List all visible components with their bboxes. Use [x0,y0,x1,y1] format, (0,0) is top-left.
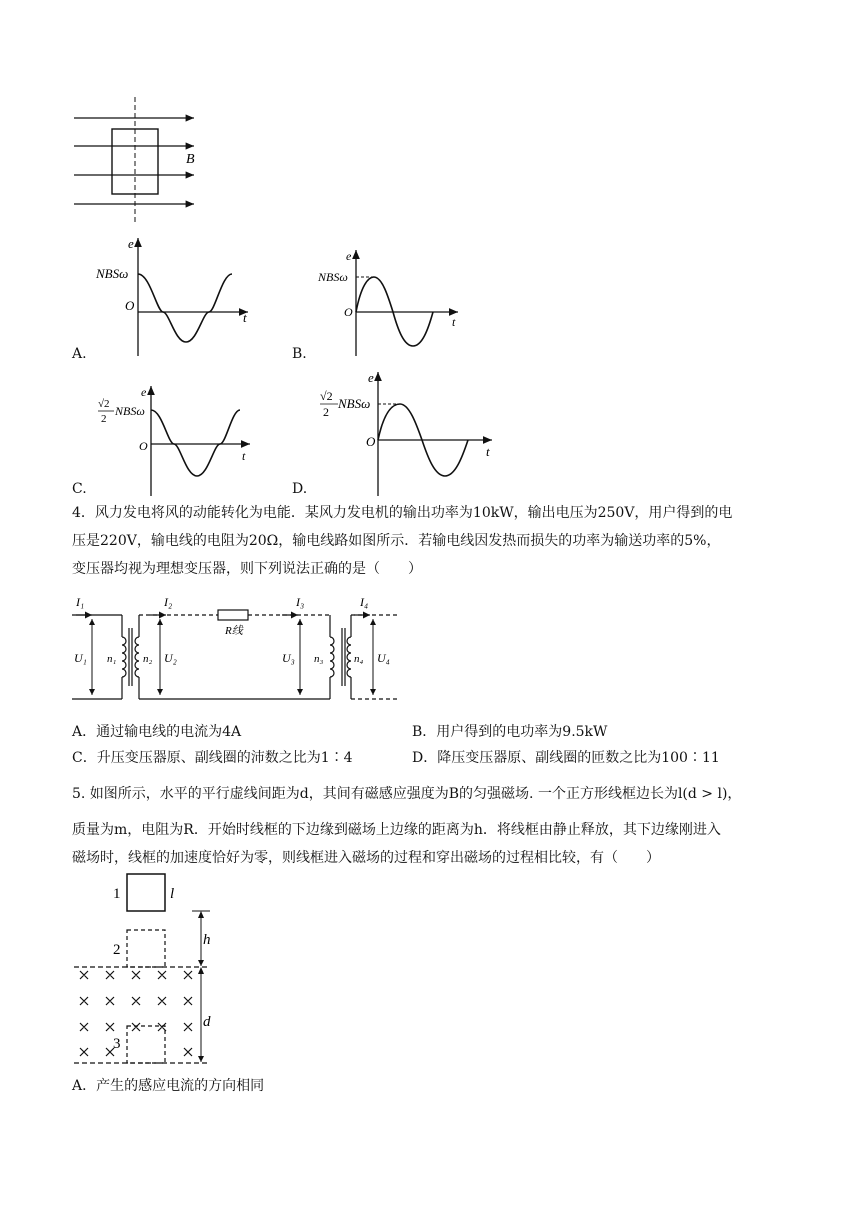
svg-text:d: d [203,1014,211,1030]
graph-b [316,246,464,358]
svg-text:R线: R线 [225,625,243,637]
svg-text:t: t [486,444,490,459]
q4-line-3: 变压器均视为理想变压器，则下列说法正确的是（ ） [72,561,422,577]
svg-text:U₁: U₁ [74,651,87,665]
svg-text:I₁: I₁ [76,595,85,609]
svg-text:I₃: I₃ [296,595,305,609]
option-a-label: A. [72,346,87,362]
q5-option-a: A．产生的感应电流的方向相同 [72,1078,265,1094]
svg-text:NBSω: NBSω [338,396,371,411]
svg-text:n₂: n₂ [143,653,153,665]
option-d-label: D. [292,481,308,497]
q4-option-c: C．升压变压器原、副线圈的沛数之比为1∶4 [72,750,353,766]
frame-position-1 [127,874,165,911]
q5-line-3: 磁场时，线框的加速度恰好为零，则线框进入磁场的过程和穿出磁场的过程相比较，有（ ） [72,850,660,866]
svg-text:O: O [366,434,376,449]
q4-option-a: A．通过输电线的电流为4A [72,724,242,740]
svg-text:O: O [344,305,353,319]
svg-text:l: l [170,886,175,902]
curve [138,274,232,342]
svg-text:e: e [128,236,134,251]
svg-text:n₄: n₄ [354,653,364,665]
svg-text:√2: √2 [98,398,110,410]
svg-text:NBSω: NBSω [96,266,129,281]
field-crosses [80,971,192,1056]
svg-text:t: t [243,310,247,325]
curve [151,410,240,476]
svg-text:NBSω: NBSω [115,404,145,418]
svg-text:n₃: n₃ [314,653,324,665]
svg-text:2: 2 [323,405,329,419]
coil-field-figure [70,95,210,225]
svg-text:√2: √2 [320,389,333,403]
svg-text:O: O [139,439,148,453]
q5-line-1: 5. 如图所示，水平的平行虚线间距为d，其间有磁感应强度为B的匀强磁场. 一个正方形线框边长为l(d > l)， [72,786,742,802]
q4-line-2: 压是220V，输电线的电阻为20Ω，输电线路如图所示．若输电线因发热而损失的功率为输送功率的5%， [72,533,721,549]
svg-text:3: 3 [113,1036,121,1052]
graph-a [92,234,254,358]
svg-text:1: 1 [113,886,121,902]
q4-option-b: B．用户得到的电功率为9.5kW [412,724,608,740]
frame-position-2 [127,930,165,967]
svg-text:U₃: U₃ [282,651,295,665]
graph-c [96,380,256,498]
transmission-circuit [70,592,410,704]
svg-text:e: e [368,370,374,385]
svg-text:e: e [346,249,352,263]
option-b-label: B. [292,346,307,362]
q4-line-1: 4．风力发电将风的动能转化为电能．某风力发电机的输出功率为10kW，输出电压为250V，用户得到的电 [72,505,733,521]
frame-position-3 [127,1026,165,1063]
svg-text:2: 2 [113,942,121,958]
svg-text:2: 2 [101,413,107,425]
q4-option-d: D．降压变压器原、副线圈的匝数之比为100∶11 [412,750,720,766]
option-c-label: C. [72,481,87,497]
q5-line-2: 质量为m，电阻为R．开始时线框的下边缘到磁场上边缘的距离为h．将线框由静止释放，其下边缘刚进入 [72,822,721,838]
svg-text:U₄: U₄ [377,651,390,665]
svg-text:O: O [125,298,135,313]
svg-text:n₁: n₁ [107,653,117,665]
falling-frame-figure [70,870,220,1070]
svg-text:h: h [203,932,211,948]
svg-text:I₄: I₄ [360,595,369,609]
svg-text:t: t [452,315,456,329]
svg-text:e: e [141,385,147,399]
svg-text:NBSω: NBSω [318,270,348,284]
svg-text:I₂: I₂ [164,595,173,609]
graph-d [316,368,496,498]
svg-text:t: t [242,449,246,463]
field-label: B [186,152,195,167]
svg-text:U₂: U₂ [164,651,177,665]
